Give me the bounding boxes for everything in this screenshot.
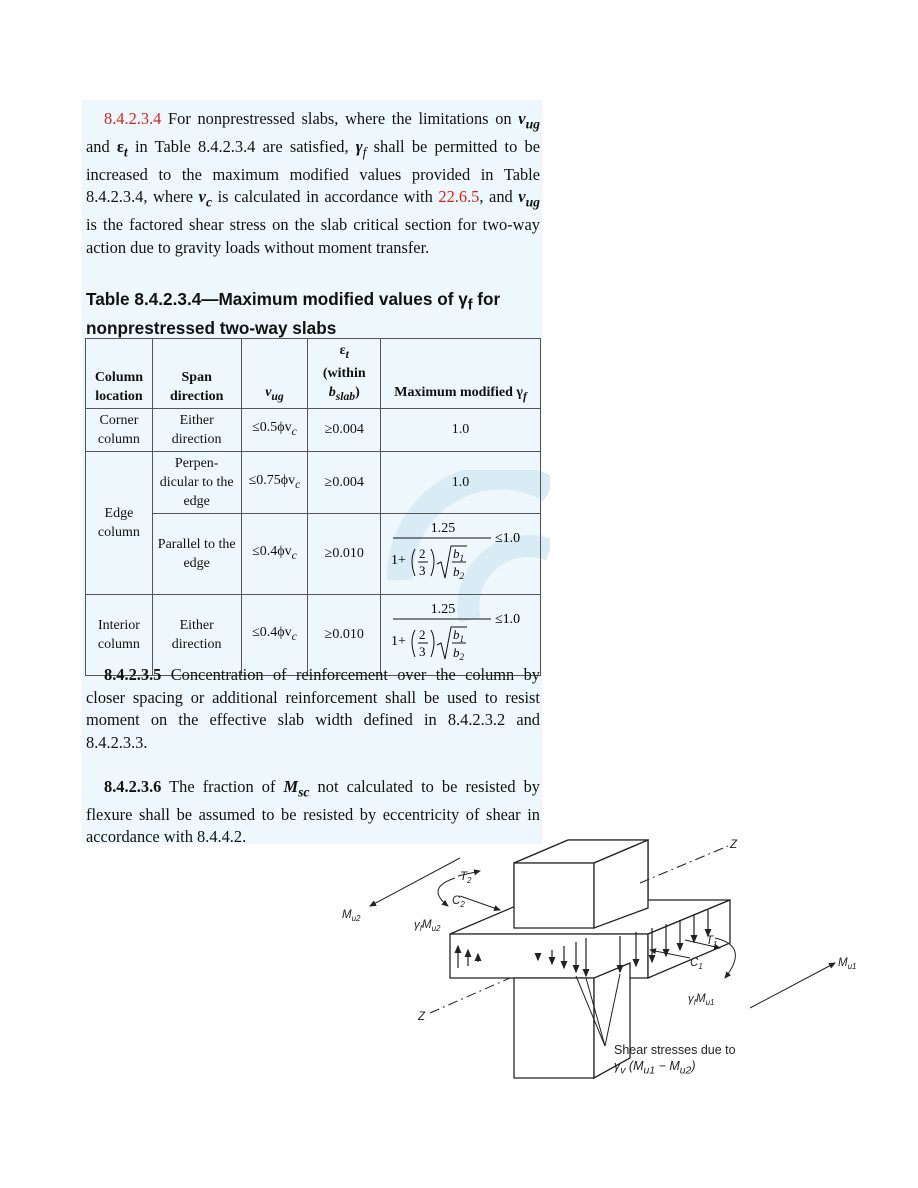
header-column-location: Column location [86,339,153,409]
section-8-4-2-3-6: 8.4.2.3.6 The fraction of $M_{sc}$ not calculated to be resisted by flexure shall be assumed to be resisted by eccentricity of shear in accordance with 8.4.4.2. [86,777,540,847]
svg-text:γfMu2: $\gamma_fM_{u2}$ [414,919,441,933]
svg-text:Z: Z [730,839,738,851]
reference-link[interactable]: 22.6.5 [438,187,480,207]
svg-text:b2: $b_2$ [452,563,464,581]
gamma-formula [391,516,531,586]
svg-text:Z: Z [418,1011,426,1023]
table-title: Table 8.4.2.3.4—Maximum modified values of $\gamma_f$ for nonprestressed two-way slabs [86,289,501,339]
svg-text:3: 3 [418,643,426,659]
svg-text:C1: $C_1$ [690,957,703,971]
shear-transfer-figure [330,828,870,1088]
svg-text:1.25: 1.25 [430,601,455,617]
header-max-gamma: Maximum modified $\gamma_f$ [381,339,541,409]
table-row: Corner column Either direction $\le 0.5\phi v_c$ ≥0.004 1.0 [86,408,541,451]
table-row: Interior column Either direction $\le 0.4\phi v_c$ ≥0.010 1.25 ≤1.0 1+ 2 3 $b_1$ $b_2$ [86,594,541,675]
svg-text:≤1.0: ≤1.0 [494,530,520,546]
section-8-4-2-3-4: 8.4.2.3.4 For nonprestressed slabs, where the limitations on $v_{ug}$ and $\varepsilon_t$ in Table 8.4.2.3.4 are satisfied, $\gamma_f$ shall be permitted to be increased to the maximum modified values provided in Table 8.4.2.3.4, where $v_c$ is calculated in accordance with 22.6.5, and $v_{ug}$ is the factored shear stress on the slab critical section for two-way action due to gravity loads without moment transfer. [86,109,541,257]
svg-text:1+: 1+ [390,552,406,568]
section-8-4-2-3-5: 8.4.2.3.5 Concentration of reinforcement over the column by closer spacing or additional reinforcement shall be used to resist moment on the effective slab width defined in 8.4.2.3.2 and 8.4.2.3.3. [86,665,540,752]
gamma-formula [391,597,531,667]
svg-text:≤1.0: ≤1.0 [494,611,520,627]
table-row: Parallel to the edge $\le 0.4\phi v_c$ ≥0.010 1.25 ≤1.0 1+ 2 3 $b_1$ $b_2$ [86,513,541,594]
section-number: 8.4.2.3.6 [104,777,162,796]
limits-table [85,338,541,676]
header-vug: $v_{ug}$ [241,339,308,409]
svg-text:T2: $T_2$ [460,871,472,885]
svg-text:γfMu1: $\gamma_fM_{u1}$ [688,993,715,1007]
table-row: Edge column Perpen-dicular to the edge $\le 0.75\phi v_c$ ≥0.004 1.0 [86,451,541,513]
svg-text:1.25: 1.25 [430,520,455,536]
svg-text:b1: $b_1$ [452,626,464,644]
svg-text:2: 2 [418,545,426,561]
section-number: 8.4.2.3.4 [104,109,162,128]
table-header-row [86,339,541,409]
svg-text:b2: $b_2$ [452,644,464,662]
header-span-direction: Span direction [152,339,241,409]
figure-caption-note: Shear stresses due to $\gamma_v$ $(M_{u1} - M_{u2})$ [614,1043,736,1077]
svg-text:3: 3 [418,562,426,578]
formula-cell [381,513,541,594]
header-eps: $\varepsilon_t$ (within $b_{slab}$) [308,339,381,409]
svg-text:C2: $C_2$ [452,895,465,909]
svg-text:1+: 1+ [390,633,406,649]
svg-text:2: 2 [418,626,426,642]
svg-text:b1: $b_1$ [452,545,464,563]
svg-text:Mu1: $M_{u1}$ [838,957,857,971]
svg-text:Mu2: $M_{u2}$ [342,909,361,923]
svg-text:T1: $T_1$ [706,935,718,949]
section-number: 8.4.2.3.5 [104,665,162,684]
formula-cell [381,594,541,675]
